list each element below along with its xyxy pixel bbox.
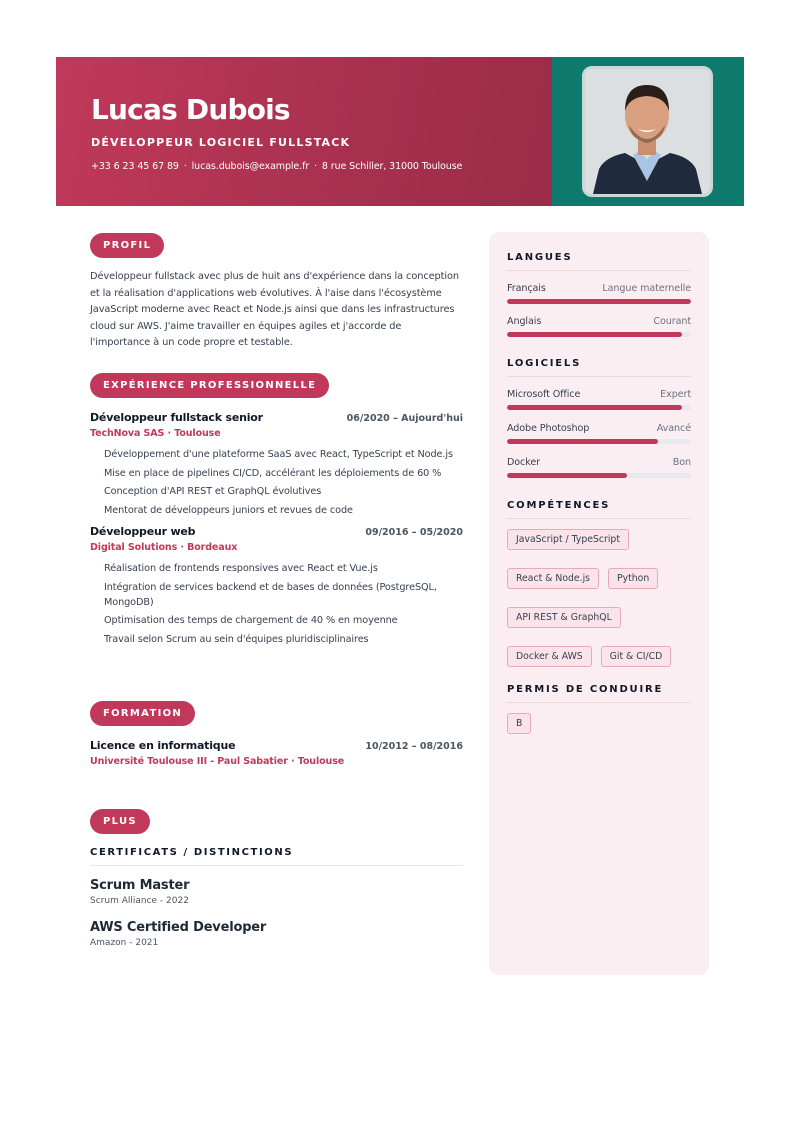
job-date: 06/2020 – Aujourd'hui <box>346 413 463 424</box>
language-level: Langue maternelle <box>602 283 691 294</box>
school-name: Université Toulouse III - Paul Sabatier · Toulouse <box>90 756 345 767</box>
job-bullet: Mise en place de pipelines CI/CD, accélérant les déploiements de 60 % <box>104 467 442 479</box>
person-portrait-icon <box>585 69 710 194</box>
job-header <box>90 411 463 424</box>
education-date: 10/2012 – 08/2016 <box>365 741 463 752</box>
profile-summary: Développeur fullstack avec plus de huit ans d'expérience dans la conception et la réalisation d'applications web évolutives. À l'aise dans l'écosystème JavaScript moderne avec React et Node.js ainsi que dans les infrastructures cloud sur AWS. J'aime travailler en équipes agiles et j'accorde de l'importance à un code propre et testable. <box>90 271 460 349</box>
certificate-name: Scrum Master <box>90 878 190 893</box>
phone-number: +33 6 23 45 67 89 <box>91 161 179 172</box>
skills-heading: COMPÉTENCES <box>507 500 691 519</box>
skill-tag: Git & CI/CD <box>601 646 672 667</box>
license-tag: B <box>507 713 531 734</box>
contact-separator: · <box>183 161 187 172</box>
language-level: Courant <box>653 316 691 327</box>
skill-tag: JavaScript / TypeScript <box>507 529 629 550</box>
section-heading-experience: EXPÉRIENCE PROFESSIONNELLE <box>90 373 329 398</box>
more-section <box>90 809 463 948</box>
job-bullets <box>90 447 463 518</box>
software-name: Microsoft Office <box>507 389 581 400</box>
certificate-entry <box>90 878 463 906</box>
language-name: Français <box>507 283 546 294</box>
software-name: Docker <box>507 457 540 468</box>
skill-tag: API REST & GraphQL <box>507 607 621 628</box>
experience-section <box>90 373 463 651</box>
profile-section <box>90 233 463 352</box>
certificate-name: AWS Certified Developer <box>90 920 267 935</box>
languages-heading: LANGUES <box>507 252 691 271</box>
postal-address: 8 rue Schiller, 31000 Toulouse <box>321 161 463 172</box>
level-bar-fill <box>507 473 627 478</box>
software-level: Avancé <box>656 423 691 434</box>
languages-section <box>507 252 691 337</box>
license-heading: PERMIS DE CONDUIRE <box>507 684 691 703</box>
software-item <box>507 423 691 444</box>
job-bullet: Réalisation de frontends responsives avec React et Vue.js <box>104 562 378 574</box>
skill-tag: Docker & AWS <box>507 646 592 667</box>
software-item <box>507 389 691 410</box>
level-bar-fill <box>507 405 682 410</box>
skill-tag: Python <box>608 568 658 589</box>
job-company: TechNova SAS · Toulouse <box>90 428 221 439</box>
resume-header <box>56 57 744 206</box>
education-section <box>90 701 463 767</box>
candidate-name: Lucas Dubois <box>91 93 290 126</box>
level-bar-fill <box>507 439 658 444</box>
certificates-heading: CERTIFICATS / DISTINCTIONS <box>90 847 463 866</box>
section-heading-profile: PROFIL <box>90 233 164 258</box>
job-date: 09/2016 – 05/2020 <box>365 526 463 538</box>
job-company: Digital Solutions · Bordeaux <box>90 541 238 553</box>
language-item <box>507 283 691 304</box>
job-bullet: Mentorat de développeurs juniors et revues de code <box>104 504 353 516</box>
job-entry <box>90 411 463 518</box>
candidate-title: DÉVELOPPEUR LOGICIEL FULLSTACK <box>91 136 351 149</box>
job-title: Développeur fullstack senior <box>90 411 263 424</box>
degree-title: Licence en informatique <box>90 739 236 752</box>
language-item <box>507 316 691 337</box>
photo-panel <box>552 57 744 206</box>
job-bullet: Travail selon Scrum au sein d'équipes pluridisciplinaires <box>104 633 369 645</box>
job-bullet: Conception d'API REST et GraphQL évolutives <box>104 486 322 498</box>
contact-line <box>91 161 552 172</box>
level-bar <box>507 405 691 410</box>
software-heading: LOGICIELS <box>507 358 691 377</box>
software-level: Bon <box>672 457 691 468</box>
software-item <box>507 457 691 478</box>
language-name: Anglais <box>507 316 542 327</box>
license-tags <box>507 713 691 734</box>
software-name: Adobe Photoshop <box>507 423 590 434</box>
job-title: Développeur web <box>90 524 196 538</box>
job-bullet: Optimisation des temps de chargement de 40 % en moyenne <box>104 615 398 627</box>
level-bar-fill <box>507 299 691 304</box>
section-heading-education: FORMATION <box>90 701 195 726</box>
email-address: lucas.dubois@example.fr <box>191 161 310 172</box>
certificate-issuer: Scrum Alliance - 2022 <box>90 896 189 906</box>
level-bar <box>507 473 691 478</box>
skills-section <box>507 500 691 667</box>
level-bar-fill <box>507 332 682 337</box>
license-section <box>507 684 691 734</box>
education-header <box>90 739 463 752</box>
level-bar <box>507 299 691 304</box>
skill-tag: React & Node.js <box>507 568 599 589</box>
level-bar <box>507 332 691 337</box>
job-entry <box>90 525 463 647</box>
section-heading-more: PLUS <box>90 809 150 834</box>
profile-photo <box>582 66 713 197</box>
sidebar <box>489 232 709 975</box>
job-bullet: Développement d'une plateforme SaaS avec React, TypeScript et Node.js <box>104 449 453 460</box>
level-bar <box>507 439 691 444</box>
job-bullets <box>90 561 463 647</box>
certificate-issuer: Amazon - 2021 <box>90 938 159 948</box>
job-header <box>90 525 463 538</box>
contact-separator: · <box>314 161 317 172</box>
education-entry <box>90 739 463 767</box>
software-level: Expert <box>660 389 691 400</box>
certificate-entry <box>90 920 463 948</box>
skill-tags <box>507 529 691 667</box>
header-banner <box>56 57 552 206</box>
software-section <box>507 358 691 478</box>
job-bullet: Intégration de services backend et de bases de données (PostgreSQL, MongoDB) <box>104 581 437 608</box>
